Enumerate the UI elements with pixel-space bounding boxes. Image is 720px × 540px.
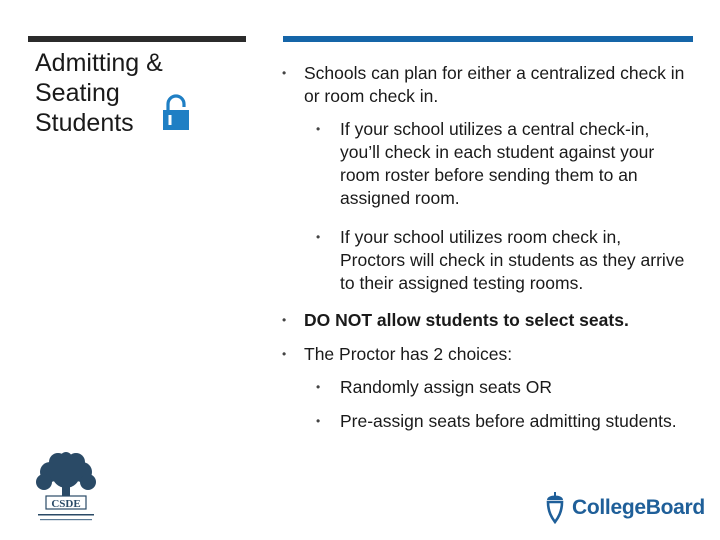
collegeboard-logo-text: CollegeBoard bbox=[572, 496, 705, 519]
csde-logo bbox=[20, 452, 112, 524]
content-divider-bar bbox=[283, 36, 693, 42]
bullet-marker: • bbox=[316, 414, 321, 428]
title-divider-bar bbox=[28, 36, 246, 42]
title-line-3: Students bbox=[35, 109, 134, 137]
bullet-text: The Proctor has 2 choices: bbox=[304, 344, 513, 364]
bullet-marker: • bbox=[282, 313, 287, 327]
slide-title bbox=[35, 48, 235, 138]
bullet-text: If your school utilizes room check in, Proctors will check in students as they arrive to their assigned testing rooms. bbox=[340, 227, 685, 293]
bullet-text: Pre-assign seats before admitting students. bbox=[340, 411, 677, 431]
bullet-marker: • bbox=[282, 347, 287, 361]
bullet-text: DO NOT allow students to select seats. bbox=[304, 310, 629, 330]
title-line-1: Admitting & bbox=[35, 49, 163, 77]
bullet-text: Schools can plan for either a centralized check in or room check in. bbox=[304, 63, 685, 106]
bullet-text: If your school utilizes a central check-in, you’ll check in each student against your room roster before sending them to an assigned room. bbox=[340, 119, 655, 208]
bullet-marker: • bbox=[282, 66, 287, 80]
lock-icon bbox=[160, 94, 192, 132]
acorn-icon bbox=[547, 492, 563, 522]
bullet-text: Randomly assign seats OR bbox=[340, 377, 553, 397]
csde-logo-text: CSDE bbox=[51, 498, 81, 510]
bullet-marker: • bbox=[316, 122, 321, 136]
bullet-marker: • bbox=[316, 230, 321, 244]
title-line-2: Seating bbox=[35, 79, 120, 107]
bullet-marker: • bbox=[316, 380, 321, 394]
